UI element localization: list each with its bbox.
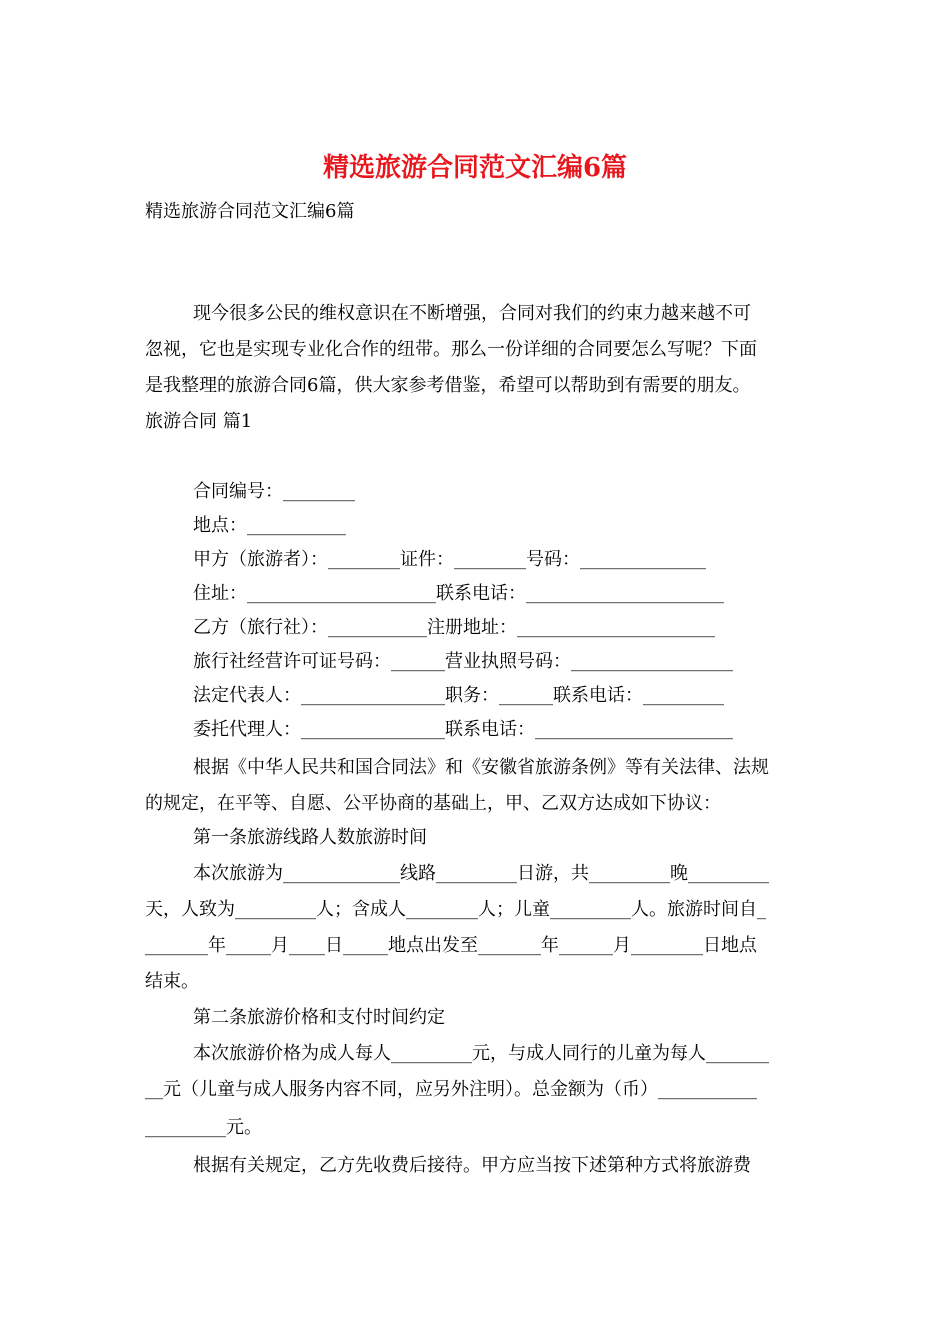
field-license: 旅行社经营许可证号码：______营业执照号码：__________________ <box>193 651 733 672</box>
field-legal-rep: 法定代表人：________________职务：______联系电话：_________ <box>193 685 724 706</box>
article1-heading: 第一条旅游线路人数旅游时间 <box>193 827 427 848</box>
document-title: 精选旅游合同范文汇编6篇 <box>322 153 628 183</box>
document-subtitle: 精选旅游合同范文汇编6篇 <box>145 201 355 222</box>
article2-line-1: 本次旅游价格为成人每人_________元，与成人同行的儿童为每人_______ <box>193 1043 769 1064</box>
article2-heading: 第二条旅游价格和支付时间约定 <box>193 1007 445 1028</box>
intro-line-2: 忽视，它也是实现专业化合作的纽带。那么一份详细的合同要怎么写呢？下面 <box>145 339 757 360</box>
field-address: 住址：_____________________联系电话：______________________ <box>193 583 724 604</box>
basis-line-2: 的规定，在平等、自愿、公平协商的基础上，甲、乙双方达成如下协议： <box>145 793 721 814</box>
field-party-b: 乙方（旅行社）：___________注册地址：______________________ <box>193 617 715 638</box>
article1-line-1: 本次旅游为_____________线路_________日游，共_________晚_________ <box>193 863 769 884</box>
section-heading: 旅游合同 篇1 <box>145 411 253 432</box>
article1-line-3: _______年_____月____日_____地点出发至_______年______月________日地点 <box>145 935 757 956</box>
field-contract-number: 合同编号：________ <box>193 481 355 502</box>
article1-line-2: 天，人致为_________人；含成人________人；儿童_________人。旅游时间自_ <box>145 899 766 920</box>
article1-line-4: 结束。 <box>145 971 199 992</box>
field-party-a: 甲方（旅游者）：________证件：________号码：______________ <box>193 549 706 570</box>
article2-line-2: __元（儿童与成人服务内容不同，应另外注明）。总金额为（币）___________ <box>145 1079 757 1100</box>
field-location: 地点：___________ <box>193 515 346 536</box>
basis-line-1: 根据《中华人民共和国合同法》和《安徽省旅游条例》等有关法律、法规 <box>193 757 769 778</box>
field-agent: 委托代理人：________________联系电话：______________________ <box>193 719 733 740</box>
payment-line: 根据有关规定，乙方先收费后接待。甲方应当按下述第种方式将旅游费 <box>193 1155 751 1176</box>
intro-line-1: 现今很多公民的维权意识在不断增强，合同对我们的约束力越来越不可 <box>193 303 751 324</box>
article2-line-3: _________元。 <box>145 1117 262 1138</box>
intro-line-3: 是我整理的旅游合同6篇，供大家参考借鉴，希望可以帮助到有需要的朋友。 <box>145 375 751 396</box>
